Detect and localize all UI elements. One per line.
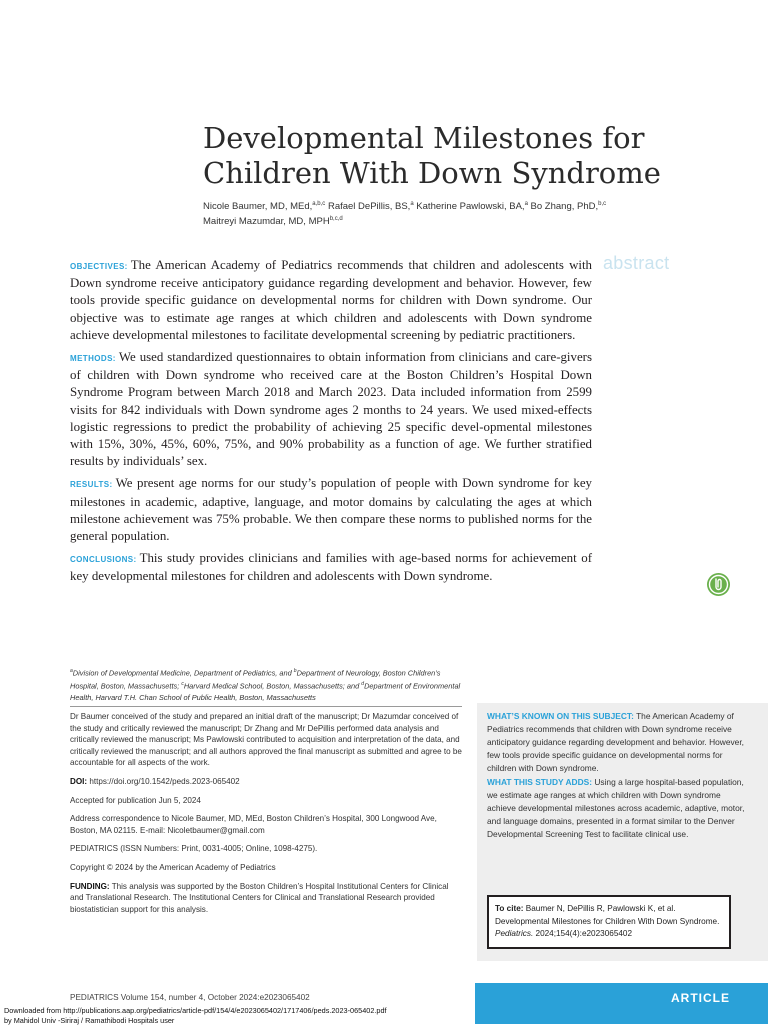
cite-ref: 2024;154(4):e2023065402 — [535, 929, 633, 938]
abstract-results — [70, 475, 592, 545]
author-affil: a — [410, 201, 414, 207]
objectives-text: The American Academy of Pediatrics recommends that children and adolescents with Down syndrome receive anticipatory guidance regarding development and behavior. However, few tools provide specific guidance on developmental norms for children with Down syndrome. Our objective was to estimate age ranges at which children and adolescents with Down syndrome achieve developmental milestones to facilitate developmental screening by pediatric practitioners. — [70, 258, 592, 342]
adds-paragraph — [487, 776, 749, 841]
article-type-tab — [475, 983, 768, 1024]
author-affil: a,b,c — [312, 201, 326, 207]
known-heading: WHAT’S KNOWN ON THIS SUBJECT: — [487, 711, 634, 721]
citation-box — [487, 895, 731, 949]
abstract-label: abstract — [603, 253, 670, 273]
affil-marker: b — [293, 668, 297, 674]
title-line-2: Children With Down Syndrome — [203, 156, 661, 190]
cite-journal: Pediatrics. — [495, 929, 534, 938]
cite-label: To cite: — [495, 904, 524, 913]
results-text: We present age norms for our study’s population of people with Down syndrome for key milestones in academic, adaptive, language, and motor domains by calculating the ages at which milestone achievement was 75% probable. We then compare these norms to published norms for the general population. — [70, 476, 592, 544]
doi-link[interactable]: https://doi.org/10.1542/peds.2023-065402 — [89, 776, 240, 786]
known-paragraph — [487, 710, 749, 775]
funding-text: This analysis was supported by the Boston Children’s Hospital Institutional Centers for Clinical and Translational Research. The Institutional Centers for Clinical and Translational Research provided biostatistician support for this analysis. — [70, 881, 449, 914]
abstract-conclusions — [70, 550, 592, 585]
affil-marker: a — [70, 668, 73, 674]
affil-text: Division of Developmental Medicine, Department of Pediatrics, and — [72, 668, 294, 678]
accepted-date: Accepted for publication Jun 5, 2024 — [70, 795, 201, 805]
affil-marker: c — [181, 680, 184, 687]
article-title — [203, 121, 723, 191]
adds-text: Using a large hospital-based population, we estimate age ranges at which children with Down syndrome achieve developmental milestones across academic, adaptive, motor, and language domains, presented in a format similar to the Denver Developmental Screening Test to facilitate clinical use. — [487, 777, 745, 839]
article-type-label: ARTICLE — [671, 991, 730, 1005]
conclusions-text: This study provides clinicians and families with age-based norms for achievement of key developmental milestones for children and adolescents with Down syndrome. — [70, 551, 592, 584]
cite-text: Baumer N, DePillis R, Pawlowski K, et al. Developmental Milestones for Children With Down Syndrome. — [495, 904, 720, 926]
known-text: The American Academy of Pediatrics recommends that children with Down syndrome receive anticipatory guidance regarding development and behavior. However, few tools provide specific guidance on developmental norms for children with Down syndrome. — [487, 711, 744, 773]
objectives-heading: OBJECTIVES: — [70, 262, 128, 271]
author-affil: a — [524, 201, 528, 207]
author-name: Maitreyi Mazumdar, MD, MPH — [203, 216, 330, 228]
methods-text: We used standardized questionnaires to obtain information from clinicians and care-givers of children with Down syndrome who received care at the Boston Children’s Hospital Down Syndrome Program between March 2018 and March 2023. Data included information from 2599 visits for 842 individuals with Down syndrome ages 2 months to 24 years. We used mixed-effects logistic regressions to predict the probability of achieving 25 specific devel-opmental milestones with 15%, 30%, 45%, 60%, 75%, and 90% probability as a function of age. We further stratified results by individuals’ sex. — [70, 350, 592, 469]
funding-label: FUNDING: — [70, 881, 110, 891]
conclusions-heading: CONCLUSIONS: — [70, 555, 137, 565]
title-line-1: Developmental Milestones for — [203, 121, 645, 155]
page-footer: PEDIATRICS Volume 154, number 4, October 2024:e2023065402 — [70, 993, 310, 1002]
open-access-glyph — [707, 573, 730, 596]
author-list — [203, 198, 643, 228]
affil-text: Department of Environmental Health, Harvard T.H. Chan School of Public Health, Boston, Massachusetts — [70, 681, 461, 702]
author-affil: b,c,d — [329, 216, 343, 223]
affiliation-divider — [70, 706, 462, 707]
contributions: Dr Baumer conceived of the study and prepared an initial draft of the manuscript; Dr Mazumdar conceived of the study and critically reviewed the manuscript; Dr Zhang and Mr DePillis performed data analysis and critically reviewed the manuscript; Ms Pawlowski contributed to acquisition and interpretation of the data, and critically reviewed the manuscript; and all authors approved the final manuscript as submitted and agree to be accountable for all aspects of the work. — [70, 712, 462, 768]
abstract-methods — [70, 349, 592, 470]
methods-heading: METHODS: — [70, 354, 116, 364]
doi-line — [70, 776, 462, 788]
doi-label: DOI: — [70, 776, 88, 786]
article-meta — [70, 711, 462, 922]
author-affil: b,c — [598, 201, 607, 207]
author-name: Rafael DePillis, BS, — [325, 201, 411, 213]
download-notice — [4, 1006, 387, 1025]
adds-heading: WHAT THIS STUDY ADDS: — [487, 777, 592, 787]
affil-marker: d — [361, 680, 365, 687]
correspondence: Address correspondence to Nicole Baumer, MD, MEd, Boston Children’s Hospital, 300 Longwood Ave, Boston, MA 02115. E-mail: Nicoletbaumer@gmail.com — [70, 814, 437, 835]
download-line-1[interactable]: Downloaded from http://publications.aap.org/pediatrics/article-pdf/154/4/e2023065402/1717406/peds.2023-065402.pdf — [4, 1006, 387, 1015]
author-name: Nicole Baumer, MD, MEd, — [203, 201, 313, 213]
results-heading: RESULTS: — [70, 480, 113, 490]
abstract — [70, 257, 592, 591]
affiliations — [70, 666, 465, 703]
author-name: Katherine Pawlowski, BA, — [413, 201, 525, 213]
affil-text: Department of Neurology, Boston Children’s Hospital, Boston, Massachusetts; — [70, 668, 441, 691]
affil-text: Harvard Medical School, Boston, Massachusetts; and — [183, 681, 362, 691]
open-access-icon[interactable] — [707, 573, 730, 596]
issn: PEDIATRICS (ISSN Numbers: Print, 0031-4005; Online, 1098-4275). — [70, 844, 318, 854]
copyright: Copyright © 2024 by the American Academy of Pediatrics — [70, 862, 276, 872]
abstract-objectives — [70, 257, 592, 344]
funding — [70, 881, 462, 916]
author-name: Bo Zhang, PhD, — [527, 201, 599, 213]
summary-panel-text — [487, 710, 749, 842]
download-line-2: by Mahidol Univ -Siriraj / Ramathibodi Hospitals user — [4, 1015, 175, 1025]
